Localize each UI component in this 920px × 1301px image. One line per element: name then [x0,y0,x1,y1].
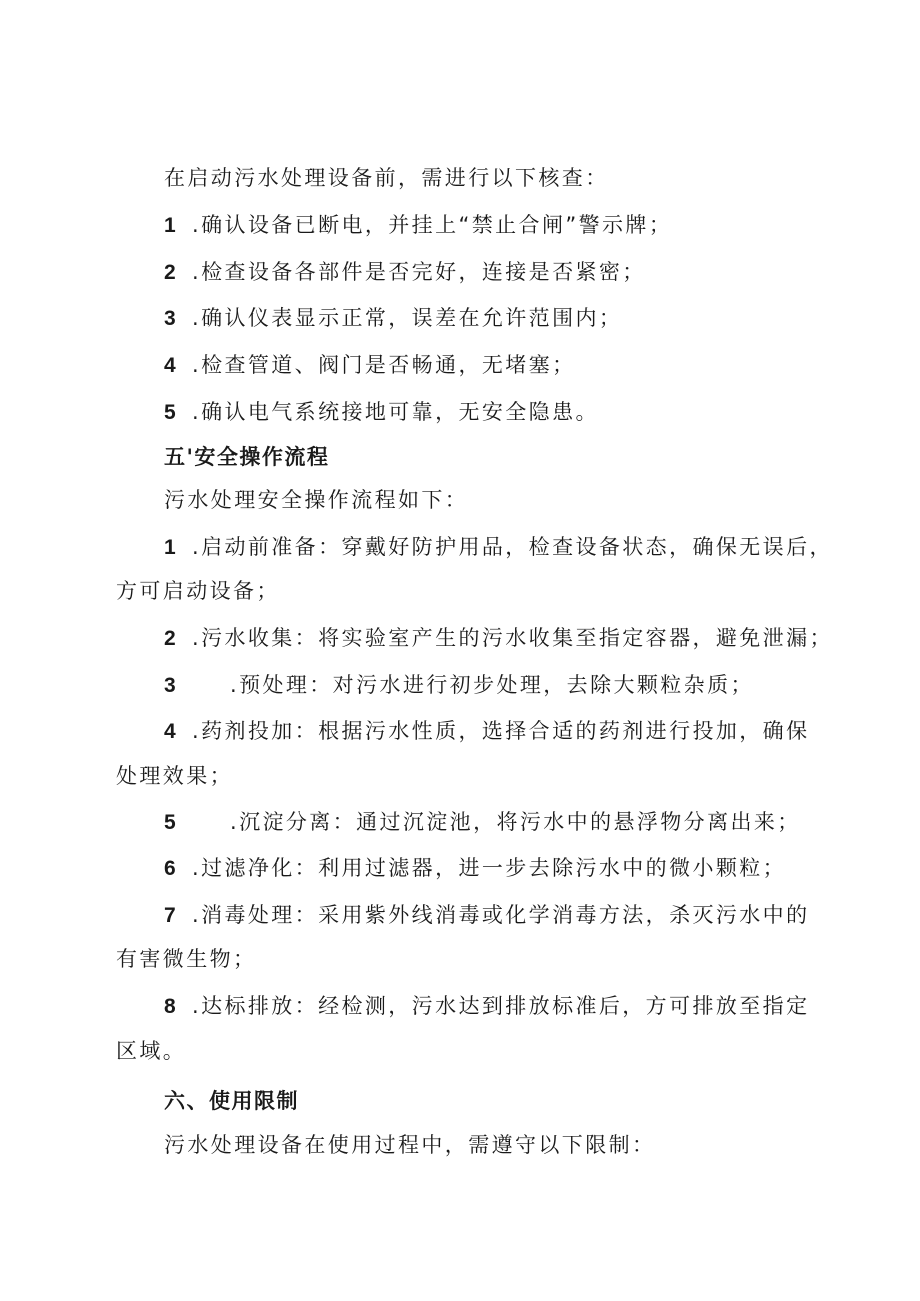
step-number: 3 [164,674,176,697]
check-text: .检查设备各部件是否完好，连接是否紧密； [192,260,646,284]
step-item-8 [164,990,809,1023]
step-number: 5 [164,811,176,834]
check-number: 4 [164,354,176,377]
check-number: 1 [164,214,176,237]
check-number: 5 [164,401,176,424]
step-item-4 [164,715,809,748]
step-item-8-continued: 区域。 [116,1039,187,1063]
step-item-4-continued: 处理效果； [116,764,233,788]
check-text: .确认设备已断电，并挂上“禁止合闸”警示牌； [192,213,673,237]
step-number: 1 [164,536,176,559]
step-number: 2 [164,627,176,650]
check-item-5 [164,396,599,429]
step-item-1 [164,531,833,564]
step-text: .污水收集：将实验室产生的污水收集至指定容器，避免泄漏； [192,626,833,650]
check-item-4 [164,349,575,382]
step-item-5 [164,806,801,839]
check-number: 2 [164,261,176,284]
section-6-heading: 六、使用限制 [164,1089,299,1113]
section-5-heading: 五'安全操作流程 [164,445,330,469]
step-number: 8 [164,995,176,1018]
step-number: 7 [164,904,176,927]
check-text: .确认电气系统接地可靠，无安全隐患。 [192,400,599,424]
check-number: 3 [164,307,176,330]
check-item-2 [164,256,646,289]
check-text: .检查管道、阀门是否畅通，无堵塞； [192,353,576,377]
step-text: .沉淀分离：通过沉淀池，将污水中的悬浮物分离出来； [230,810,801,834]
check-item-1 [164,209,672,242]
step-item-7-continued: 有害微生物； [116,947,257,971]
limits-intro: 污水处理设备在使用过程中，需遵守以下限制： [164,1133,656,1157]
step-number: 6 [164,857,176,880]
step-text: .消毒处理：采用紫外线消毒或化学消毒方法，杀灭污水中的 [192,903,810,927]
step-text: .启动前准备：穿戴好防护用品，检查设备状态，确保无误后， [192,535,833,559]
step-text: .达标排放：经检测，污水达到排放标准后，方可排放至指定 [192,994,810,1018]
step-text: .过滤净化：利用过滤器，进一步去除污水中的微小颗粒； [192,856,787,880]
procedure-intro: 污水处理安全操作流程如下： [164,488,469,512]
check-intro: 在启动污水处理设备前，需进行以下核查： [164,166,609,190]
step-item-6 [164,852,786,885]
step-item-1-continued: 方可启动设备； [116,579,280,603]
step-text: .药剂投加：根据污水性质，选择合适的药剂进行投加，确保 [192,719,810,743]
step-item-3 [164,669,754,702]
step-item-2 [164,622,833,655]
check-item-3 [164,302,622,335]
step-item-7 [164,899,809,932]
step-number: 4 [164,720,176,743]
check-text: .确认仪表显示正常，误差在允许范围内； [192,306,623,330]
step-text: .预处理：对污水进行初步处理，去除大颗粒杂质； [230,673,754,697]
